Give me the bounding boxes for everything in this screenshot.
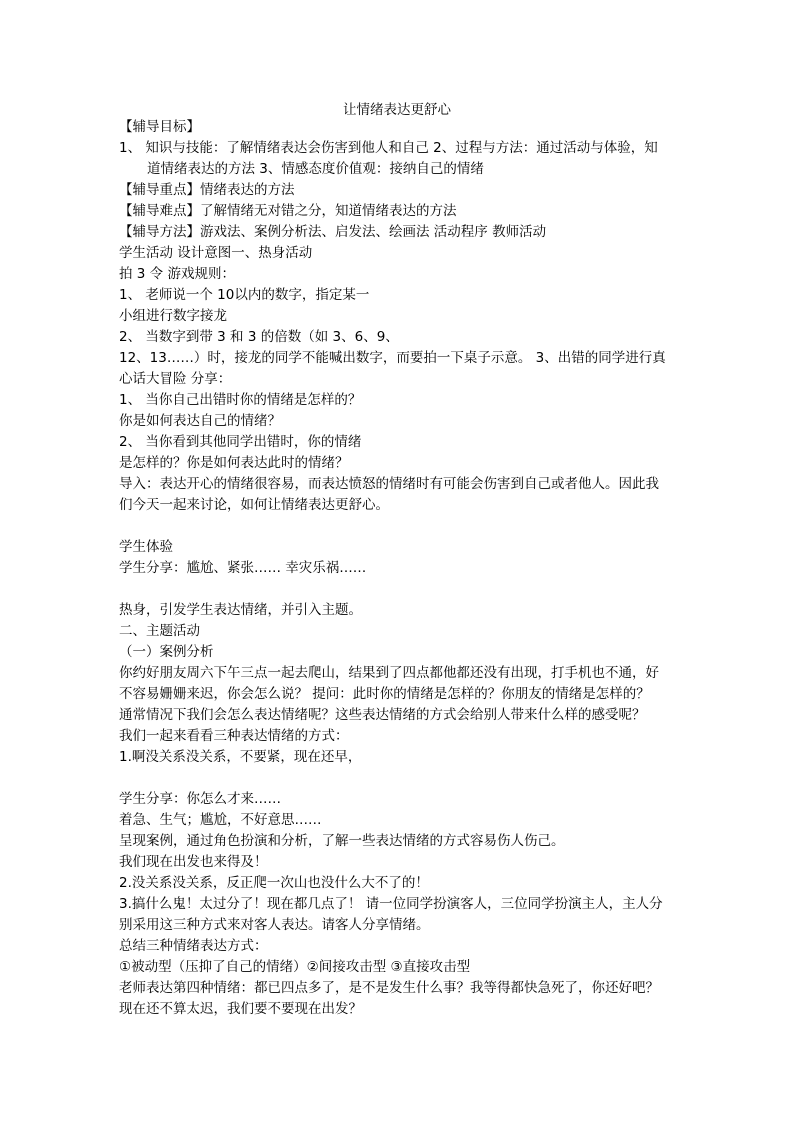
subsection-heading: （一）案例分析 xyxy=(119,644,214,660)
paragraph-line: 老师表达第四种情绪：都已四点多了，是不是发生什么事？我等得都快急死了，你还好吧？ xyxy=(119,980,659,996)
paragraph-line: ①被动型（压抑了自己的情绪）②间接攻击型 ③直接攻击型 xyxy=(119,959,471,975)
list-item: 2.没关系没关系，反正爬一次山也没什么大不了的！ xyxy=(119,875,429,891)
paragraph-line: 是怎样的？你是如何表达此时的情绪？ xyxy=(119,455,349,471)
blank-line xyxy=(119,516,691,537)
list-item: 1.啊没关系没关系，不要紧，现在还早， xyxy=(119,749,362,765)
paragraph-line: 我们一起来看看三种表达情绪的方式： xyxy=(119,728,349,744)
paragraph-line: 你约好朋友周六下午三点一起去爬山，结果到了四点都他都还没有出现，打手机也不通，好 xyxy=(119,665,659,681)
section-heading-methods: 【辅导方法】游戏法、案例分析法、启发法、绘画法 活动程序 教师活动 xyxy=(119,224,547,240)
section-heading-difficulty: 【辅导难点】了解情绪无对错之分，知道情绪表达的方法 xyxy=(119,203,457,219)
section-heading-main-activity: 二、主题活动 xyxy=(119,623,200,639)
paragraph-line: 你是如何表达自己的情绪？ xyxy=(119,413,281,429)
paragraph-line: 不容易姗姗来迟，你会怎么说？ 提问：此时你的情绪是怎样的？你朋友的情绪是怎样的？ xyxy=(119,686,650,702)
section-heading-key-point: 【辅导重点】情绪表达的方法 xyxy=(119,182,295,198)
list-item: 2、 当你看到其他同学出错时，你的情绪 xyxy=(119,434,362,450)
paragraph-line: 学生体验 xyxy=(119,539,173,555)
paragraph-line: 通常情况下我们会怎么表达情绪呢？这些表达情绪的方式会给别人带来什么样的感受呢？ xyxy=(119,707,646,723)
paragraph-line: 道情绪表达的方法 3、情感态度价值观：接纳自己的情绪 xyxy=(147,161,484,177)
paragraph-line: 学生分享：尴尬、紧张…… 幸灾乐祸…… xyxy=(119,560,367,576)
list-item: 1、 当你自己出错时你的情绪是怎样的？ xyxy=(119,392,362,408)
paragraph-line: 心话大冒险 分享： xyxy=(119,371,232,387)
list-item: 3.搞什么鬼！太过分了！现在都几点了！ 请一位同学扮演客人，三位同学扮演主人，主人分 xyxy=(119,896,663,912)
paragraph-line: 们今天一起来讨论，如何让情绪表达更舒心。 xyxy=(119,497,389,513)
paragraph-line: 小组进行数字接龙 xyxy=(119,308,227,324)
blank-line xyxy=(119,768,691,789)
paragraph-line: 学生分享：你怎么才来…… xyxy=(119,791,281,807)
paragraph-line: 别采用这三种方式来对客人表达。请客人分享情绪。 xyxy=(119,917,430,933)
document-body xyxy=(119,117,691,1020)
paragraph-line: 拍 3 令 游戏规则： xyxy=(119,266,235,282)
document-title: 让情绪表达更舒心 xyxy=(343,102,451,118)
list-item: 1、 老师说一个 10以内的数字，指定某一 xyxy=(119,287,370,303)
paragraph-line: 热身，引发学生表达情绪，并引入主题。 xyxy=(119,602,362,618)
paragraph-line: 我们现在出发也来得及！ xyxy=(119,854,268,870)
section-heading-goals: 【辅导目标】 xyxy=(119,119,200,135)
paragraph-line: 导入：表达开心的情绪很容易，而表达愤怒的情绪时有可能会伤害到自己或者他人。因此我 xyxy=(119,476,659,492)
paragraph-line: 总结三种情绪表达方式： xyxy=(119,938,268,954)
paragraph-line: 1、 知识与技能：了解情绪表达会伤害到他人和自己 2、过程与方法：通过活动与体验，知 xyxy=(119,140,658,156)
paragraph-line: 着急、生气；尴尬，不好意思…… xyxy=(119,812,322,828)
blank-line xyxy=(119,579,691,600)
paragraph-line: 12、13……）时，接龙的同学不能喊出数字，而要拍一下桌子示意。 3、出错的同学进行真 xyxy=(119,350,666,366)
paragraph-line: 现在还不算太迟，我们要不要现在出发？ xyxy=(119,1001,362,1017)
list-item: 2、 当数字到带 3 和 3 的倍数（如 3、6、9、 xyxy=(119,329,399,345)
paragraph-line: 呈现案例，通过角色扮演和分析，了解一些表达情绪的方式容易伤人伤己。 xyxy=(119,833,565,849)
paragraph-line: 学生活动 设计意图一、热身活动 xyxy=(119,245,313,261)
